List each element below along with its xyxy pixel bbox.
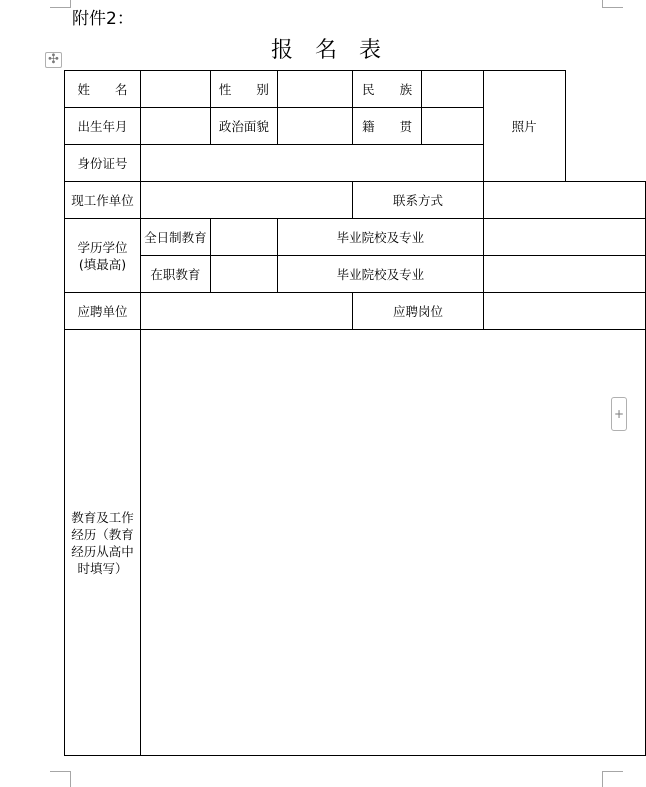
ethnicity-field[interactable] [421, 71, 483, 108]
birth-label: 出生年月 [65, 108, 141, 145]
crop-mark-bottom-right-v [602, 771, 603, 787]
contact-field[interactable] [483, 182, 645, 219]
gender-label: 性 别 [210, 71, 278, 108]
gender-field[interactable] [278, 71, 353, 108]
inservice-school-label: 毕业院校及专业 [278, 256, 483, 293]
history-label-line1: 教育及工作 [71, 509, 134, 525]
politics-label: 政治面貌 [210, 108, 278, 145]
name-field[interactable] [141, 71, 211, 108]
crop-mark-bottom-right-h [602, 771, 623, 772]
registration-form-table [64, 70, 646, 756]
fulltime-school-label: 毕业院校及专业 [278, 219, 483, 256]
inservice-label: 在职教育 [141, 256, 211, 293]
history-field[interactable] [141, 330, 646, 756]
crop-mark-top-left-h [50, 7, 71, 8]
crop-mark-bottom-left-v [70, 771, 71, 787]
current-employer-field[interactable] [141, 182, 353, 219]
ethnicity-label: 民 族 [353, 71, 421, 108]
crop-mark-top-right-v [602, 0, 603, 8]
current-employer-label: 现工作单位 [65, 182, 141, 219]
applied-post-field[interactable] [483, 293, 645, 330]
education-label-line2: (填最高) [78, 256, 127, 272]
applied-unit-field[interactable] [141, 293, 353, 330]
politics-field[interactable] [278, 108, 353, 145]
fulltime-school-field[interactable] [483, 219, 645, 256]
form-title: 报名表 [270, 38, 403, 63]
applied-post-label: 应聘岗位 [353, 293, 483, 330]
crop-mark-bottom-left-h [50, 771, 71, 772]
id-number-field[interactable] [141, 145, 484, 182]
photo-box[interactable]: 照片 [483, 71, 565, 182]
native-place-label: 籍 贯 [353, 108, 421, 145]
history-label-line2: 经历（教育 [71, 526, 134, 542]
id-number-label: 身份证号 [65, 145, 141, 182]
contact-label: 联系方式 [353, 182, 483, 219]
crop-mark-top-left-v [70, 0, 71, 8]
birth-field[interactable] [141, 108, 211, 145]
move-handle-icon[interactable]: ✣ [45, 52, 62, 68]
applied-unit-label: 应聘单位 [65, 293, 141, 330]
add-row-icon[interactable]: + [611, 397, 627, 431]
fulltime-field[interactable] [210, 219, 278, 256]
inservice-field[interactable] [210, 256, 278, 293]
history-label [65, 330, 141, 756]
education-label-line1: 学历学位 [77, 239, 128, 255]
crop-mark-top-right-h [602, 7, 623, 8]
name-label: 姓 名 [65, 71, 141, 108]
fulltime-label: 全日制教育 [141, 219, 211, 256]
attachment-label: 附件2： [72, 9, 134, 29]
inservice-school-field[interactable] [483, 256, 645, 293]
education-label [65, 219, 141, 293]
history-label-line3: 经历从高中 [71, 543, 134, 559]
native-place-field[interactable] [421, 108, 483, 145]
history-label-line4: 时填写） [77, 560, 128, 576]
